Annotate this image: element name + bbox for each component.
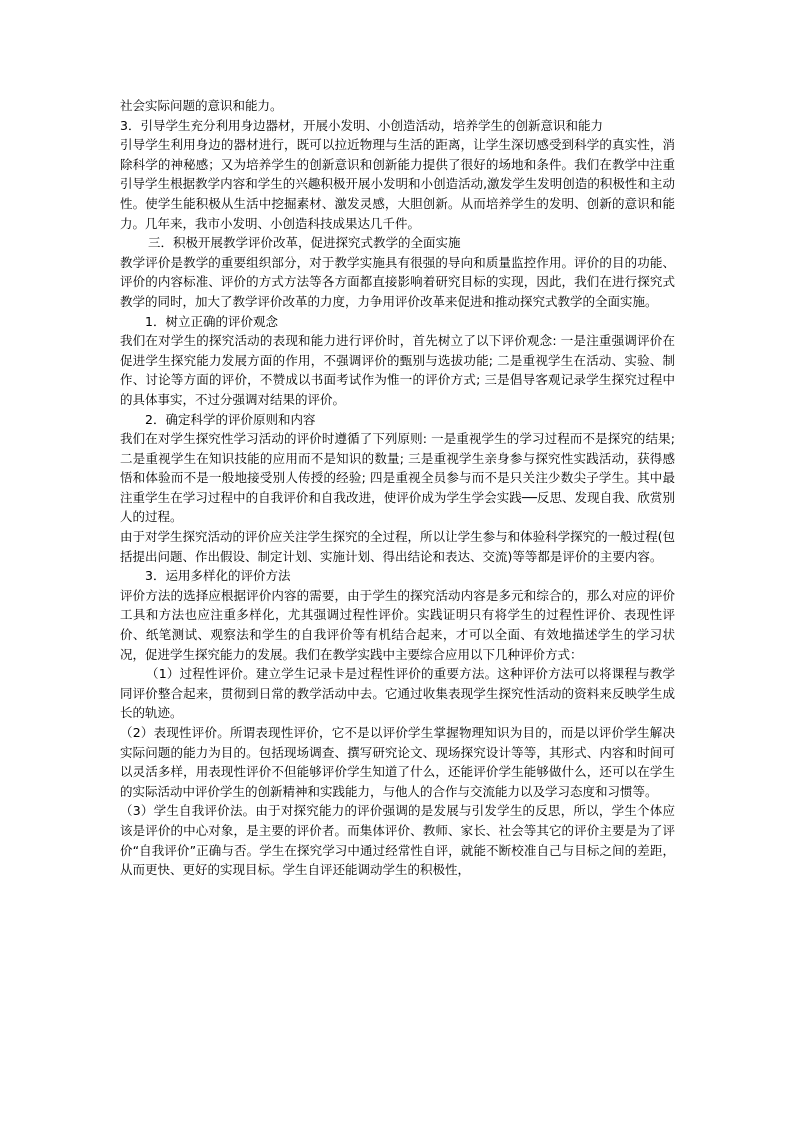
subheading-3: 3．运用多样化的评价方法: [145, 568, 291, 584]
paragraph-evaluation-methods: 评价方法的选择应根据评价内容的需要，由于学生的探究活动内容是多元和综合的，那么对应的评价工具和方法也应注重多样化，尤其强调过程性评价。实践证明只有将学生的过程性评价、表现性评价、纸笔测试、观察法和学生的自我评价等有机结合起来，才可以全面、有效地描述学生的学习状况，促进学生探究能力的发展。我们在教学实践中主要综合应用以下几种评价方式：: [120, 587, 675, 662]
paragraph-continuation: 社会实际问题的意识和能力。: [120, 98, 283, 113]
paragraph-process-evaluation: （1）过程性评价。建立学生记录卡是过程性评价的重要方法。这种评价方法可以将课程与教学同评价整合起来，贯彻到日常的教学活动中去。它通过收集表现学生探究性活动的资料来反映学生成长的轨迹。: [120, 666, 675, 721]
paragraph-performance-evaluation: （2）表现性评价。所谓表现性评价，它不是以评价学生掌握物理知识为目的，而是以评价学生解决实际问题的能力为目的。包括现场调查、撰写研究论文、现场探究设计等等，其形式、内容和时间可以灵活多样，用表现性评价不但能够评价学生知道了什么，还能评价学生能够做什么，还可以在学生的实际活动中评价学生的创新精神和实践能力，与他人的合作与交流能力以及学习态度和习惯等。: [120, 725, 675, 799]
paragraph-evaluation-content: 由于对学生探究活动的评价应关注学生探究的全过程，所以让学生参与和体验科学探究的一般过程(包括提出问题、作出假设、制定计划、实施计划、得出结论和表达、交流)等等都是评价的主要内容。: [120, 529, 675, 564]
paragraph-evaluation-principles: 我们在对学生探究性学习活动的评价时遵循了下列原则: 一是重视学生的学习过程而不是探究的结果; 二是重视学生在知识技能的应用而不是知识的数量; 三是重视学生亲身参与探究性实践活动，获得感悟和体验而不是一般地接受别人传授的经验; 四是重视全员参与而不是只关注少数尖子学生。其中最注重学生在学习过程中的自我评价和自我改进，使评价成为学生学会实践──反思、发现自我、欣赏别人的过程。: [120, 431, 675, 525]
paragraph-evaluation-intro: 教学评价是教学的重要组织部分，对于教学实施具有很强的导向和质量监控作用。评价的目的功能、评价的内容标准、评价的方式方法等各方面都直接影响着研究目标的实现，因此，我们在进行探究式教学的同时，加大了教学评价改革的力度，力争用评价改革来促进和推动探究式教学的全面实施。: [120, 254, 675, 309]
document-page: [120, 96, 675, 880]
section-heading-3: 三．积极开展教学评价改革，促进探究式教学的全面实施: [148, 235, 461, 251]
paragraph-self-evaluation: （3）学生自我评价法。由于对探究能力的评价强调的是发展与引发学生的反思，所以，学生个体应该是评价的中心对象，是主要的评价者。而集体评价、教师、家长、社会等其它的评价主要是为了评价“自我评价”正确与否。学生在探究学习中通过经常性自评，就能不断校准自己与目标之间的差距，从而更快、更好的实现目标。学生自评还能调动学生的积极性，: [120, 803, 675, 878]
paragraph-evaluation-concepts: 我们在对学生的探究活动的表现和能力进行评价时，首先树立了以下评价观念: 一是注重强调评价在促进学生探究能力发展方面的作用，不强调评价的甄别与选拔功能; 二是重视学生在活动、实验、制作、讨论等方面的评价，不赞成以书面考试作为惟一的评价方式; 三是倡导客观记录学生探究过程中的具体事实，不过分强调对结果的评价。: [120, 333, 675, 407]
subheading-2: 2．确定科学的评价原则和内容: [145, 411, 316, 427]
subheading-1: 1．树立正确的评价观念: [145, 313, 278, 329]
heading-item-3: 3．引导学生充分利用身边器材，开展小发明、小创造活动，培养学生的创新意识和能力: [120, 117, 603, 133]
paragraph-inventions: 引导学生利用身边的器材进行，既可以拉近物理与生活的距离，让学生深切感受到科学的真实性，消除科学的神秘感；又为培养学生的创新意识和创新能力提供了很好的场地和条件。我们在教学中注重引导学生根据教学内容和学生的兴趣积极开展小发明和小创造活动,激发学生发明创造的积极性和主动性。使学生能积极从生活中挖掘素材、激发灵感，大胆创新。从而培养学生的发明、创新的意识和能力。几年来，我市小发明、小创造科技成果达几千件。: [120, 137, 675, 231]
